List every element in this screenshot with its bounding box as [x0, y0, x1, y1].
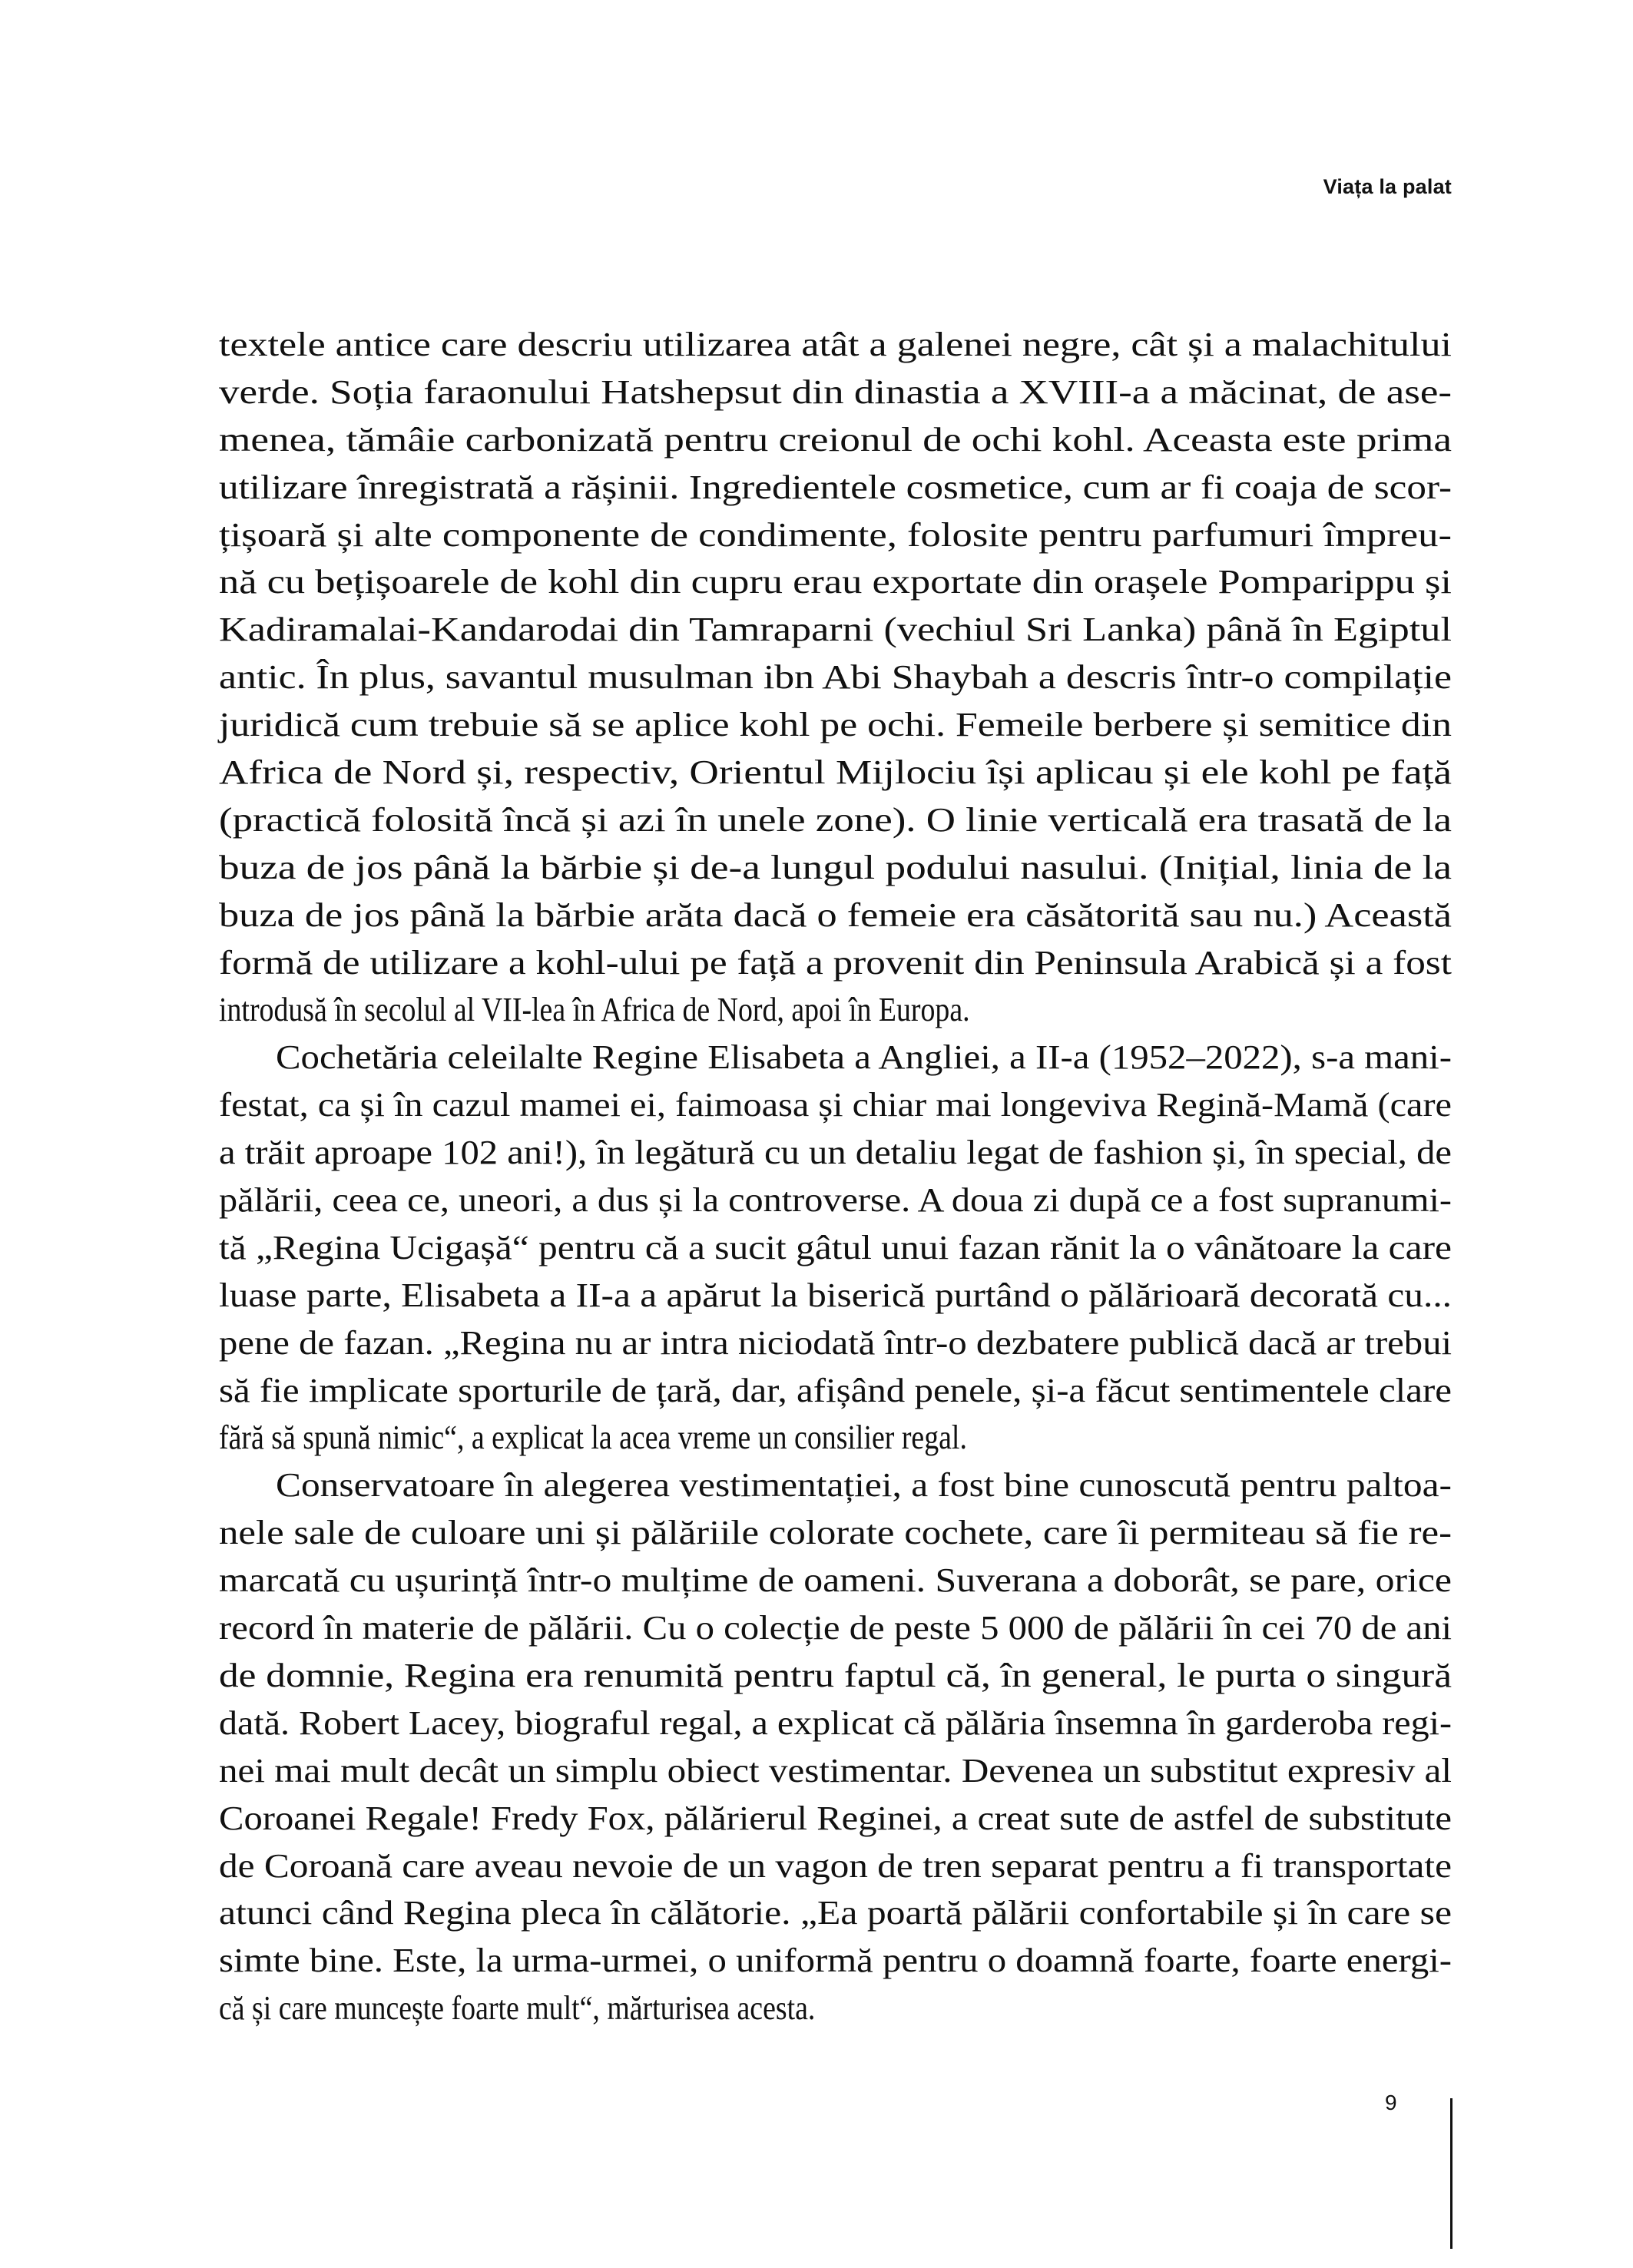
text-line: Cochetăria celeilalte Regine Elisabeta a Angliei, a II-a (1952–2022), s-a mani- — [276, 1038, 1452, 1077]
text-line: nei mai mult decât un simplu obiect vestimentar. Devenea un substitut expresiv al — [219, 1751, 1452, 1790]
paragraph — [219, 1462, 1452, 2032]
text-line: textele antice care descriu utilizarea atât a galenei negre, cât și a malachitului — [219, 326, 1452, 363]
text-line: că și care muncește foarte mult“, mărturisea acesta. — [219, 1989, 816, 2028]
text-line: (practică folosită încă și azi în unele zone). O linie verticală era trasată de la — [219, 800, 1452, 839]
text-line: dată. Robert Lacey, biograful regal, a explicat că pălăria însemna în garderoba regi- — [219, 1703, 1452, 1742]
text-line: formă de utilizare a kohl-ului pe față a provenit din Peninsula Arabică și a fost — [219, 943, 1452, 982]
body-text — [219, 321, 1452, 2032]
text-line: nă cu bețișoarele de kohl din cupru erau exportate din orașele Pomparippu și — [219, 563, 1452, 601]
text-line: verde. Soția faraonului Hatshepsut din dinastia a XVIII-a a măcinat, de ase- — [219, 372, 1452, 411]
paragraph — [219, 1034, 1452, 1462]
text-line: atunci când Regina pleca în călătorie. „Ea poartă pălării confortabile și în care se — [219, 1894, 1452, 1932]
text-line: antic. În plus, savantul musulman ibn Abi Shaybah a descris într-o compilație — [219, 658, 1452, 697]
text-line: juridică cum trebuie să se aplice kohl pe ochi. Femeile berbere și semitice din — [219, 706, 1452, 744]
text-line: record în materie de pălării. Cu o colecție de peste 5 000 de pălării în cei 70 de ani — [219, 1609, 1452, 1647]
text-line: festat, ca și în cazul mamei ei, faimoasa și chiar mai longeviva Regină-Mamă (care — [219, 1086, 1452, 1124]
text-line: nele sale de culoare uni și pălăriile colorate cochete, care îi permiteau să fie re- — [219, 1514, 1452, 1552]
text-line: tă „Regina Ucigașă“ pentru că a sucit gâtul unui fazan rănit la o vânătoare la care — [219, 1228, 1452, 1266]
text-line: pălării, ceea ce, uneori, a dus și la controverse. A doua zi după ce a fost supranumi- — [219, 1181, 1452, 1220]
text-line: de domnie, Regina era renumită pentru faptul că, în general, le purta o singură — [219, 1656, 1452, 1694]
paragraph — [219, 321, 1452, 1034]
text-line: marcată cu ușurință într-o mulțime de oameni. Suverana a doborât, se pare, orice — [219, 1561, 1452, 1600]
text-line: buza de jos până la bărbie și de-a lungul podului nasului. (Inițial, linia de la — [219, 848, 1452, 886]
page-number-rule — [1450, 2098, 1452, 2249]
text-line: să fie implicate sporturile de țară, dar, afișând penele, și-a făcut sentimentele clare — [219, 1371, 1452, 1409]
text-line: introdusă în secolul al VII-lea în Africa de Nord, apoi în Europa. — [219, 991, 970, 1029]
text-line: utilizare înregistrată a rășinii. Ingredientele cosmetice, cum ar fi coaja de scor- — [219, 468, 1452, 506]
text-line: Conservatoare în alegerea vestimentației, a fost bine cunoscută pentru paltoa- — [276, 1466, 1452, 1505]
page-number: 9 — [1385, 2091, 1397, 2114]
text-line: Africa de Nord și, respectiv, Orientul Mijlociu își aplicau și ele kohl pe față — [219, 753, 1452, 792]
text-line: țișoară și alte componente de condimente, folosite pentru parfumuri împreu- — [219, 515, 1452, 554]
text-line: de Coroană care aveau nevoie de un vagon de tren separat pentru a fi transportate — [219, 1846, 1452, 1885]
running-head: Viața la palat — [1323, 175, 1452, 198]
text-line: simte bine. Este, la urma-urmei, o uniformă pentru o doamnă foarte, foarte energi- — [219, 1942, 1452, 1980]
text-line: fără să spună nimic“, a explicat la acea vreme un consilier regal. — [219, 1419, 967, 1457]
text-line: a trăit aproape 102 ani!), în legătură cu un detaliu legat de fashion și, în special, de — [219, 1134, 1452, 1172]
text-line: Coroanei Regale! Fredy Fox, pălărierul Reginei, a creat sute de astfel de substitute — [219, 1799, 1452, 1837]
text-line: menea, tămâie carbonizată pentru creionul de ochi kohl. Aceasta este prima — [219, 420, 1452, 459]
text-line: pene de fazan. „Regina nu ar intra niciodată într-o dezbatere publică dacă ar trebui — [219, 1323, 1452, 1362]
text-line: luase parte, Elisabeta a II-a a apărut la biserică purtând o pălărioară decorată cu... — [219, 1276, 1452, 1314]
text-line: Kadiramalai-Kandarodai din Tamraparni (vechiul Sri Lanka) până în Egiptul — [219, 611, 1452, 649]
text-line: buza de jos până la bărbie arăta dacă o femeie era căsătorită sau nu.) Această — [219, 896, 1452, 934]
